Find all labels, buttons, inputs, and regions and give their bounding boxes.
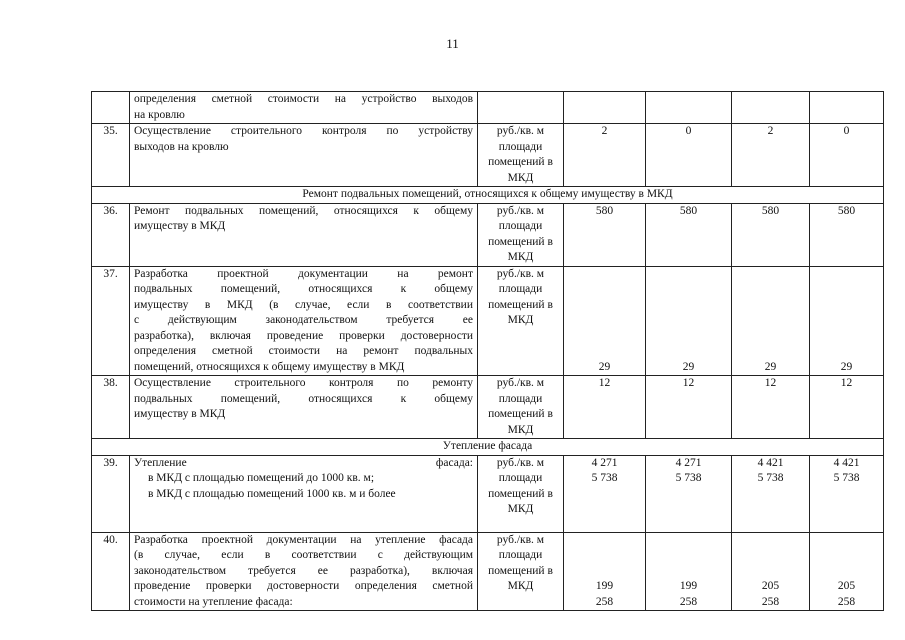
- description-line: разработка), включая проведение проверки достоверности: [134, 329, 473, 342]
- value-cell: 4 271 5 738: [564, 455, 646, 532]
- unit-cell: руб./кв. м площади помещений в МКД: [478, 532, 564, 611]
- description-line: Осуществление строительного контроля по ремонту: [134, 377, 473, 389]
- table-row: [92, 532, 884, 611]
- table-row: [92, 266, 884, 376]
- table-row: [92, 124, 884, 187]
- description-line: подвальных помещений, относящихся к общему: [134, 283, 473, 295]
- item-description: [130, 124, 478, 187]
- description-line: Осуществление строительного контроля по устройству: [134, 125, 473, 137]
- value-cell: [732, 92, 810, 124]
- section-row: [92, 439, 884, 456]
- value-cell: 12: [810, 376, 884, 439]
- description-line: Разработка проектной документации на ремонт: [134, 267, 473, 280]
- value-cell: 199 258: [646, 532, 732, 611]
- section-row: [92, 187, 884, 204]
- value-cell: 580: [810, 203, 884, 266]
- item-number: [92, 92, 130, 124]
- item-description: [130, 266, 478, 376]
- section-title: Утепление фасада: [92, 439, 884, 456]
- value-cell: [810, 92, 884, 124]
- value-cell: 580: [732, 203, 810, 266]
- value-cell: 12: [732, 376, 810, 439]
- description-line: помещений, относящихся к общему имуществу в МКД: [134, 360, 405, 373]
- table-row: [92, 92, 884, 124]
- item-number: 38.: [92, 376, 130, 439]
- value-cell: [564, 92, 646, 124]
- description-line: имуществу в МКД (в случае, если в соответствии: [134, 298, 473, 311]
- value-cell: 2: [564, 124, 646, 187]
- value-cell: 29: [564, 266, 646, 376]
- description-line: (в случае, если в соответствии с действующим: [134, 549, 473, 561]
- value-cell: 580: [646, 203, 732, 266]
- unit-cell: руб./кв. м площади помещений в МКД: [478, 124, 564, 187]
- description-line: выходов на кровлю: [134, 140, 229, 153]
- value-cell: 29: [732, 266, 810, 376]
- value-cell: 0: [810, 124, 884, 187]
- description-line: определения сметной стоимости на устройство выходов: [134, 93, 473, 105]
- table-row: [92, 376, 884, 439]
- value-cell: 4 421 5 738: [810, 455, 884, 532]
- unit-cell: руб./кв. м площади помещений в МКД: [478, 376, 564, 439]
- value-cell: 199 258: [564, 532, 646, 611]
- value-cell: 29: [646, 266, 732, 376]
- unit-cell: руб./кв. м площади помещений в МКД: [478, 266, 564, 376]
- item-number: 36.: [92, 203, 130, 266]
- description-line: подвальных помещений, относящихся к общему: [134, 392, 473, 405]
- description-line: определения сметной стоимости на ремонт подвальных: [134, 345, 473, 357]
- description-line: в МКД с площадью помещений 1000 кв. м и более: [148, 487, 396, 500]
- unit-cell: [478, 92, 564, 124]
- item-description: [130, 376, 478, 439]
- description-line: с действующим законодательством требуется ее: [134, 314, 473, 326]
- description-line: Утепление фасада:: [134, 456, 473, 469]
- table-row: [92, 455, 884, 532]
- value-cell: 580: [564, 203, 646, 266]
- value-cell: 205 258: [732, 532, 810, 611]
- item-description: [130, 92, 478, 124]
- description-line: на кровлю: [134, 108, 185, 121]
- table-body: [92, 92, 884, 611]
- norms-table: [91, 91, 884, 611]
- description-line: имуществу в МКД: [134, 220, 226, 232]
- table-row: [92, 203, 884, 266]
- item-description: [130, 203, 478, 266]
- value-cell: 2: [732, 124, 810, 187]
- page-number: 11: [446, 36, 459, 51]
- description-line: законодательством требуется ее разработка), включая: [134, 564, 473, 577]
- value-cell: 4 421 5 738: [732, 455, 810, 532]
- description-line: Ремонт подвальных помещений, относящихся к общему: [134, 204, 473, 217]
- value-cell: 205 258: [810, 532, 884, 611]
- item-number: 37.: [92, 266, 130, 376]
- item-number: 39.: [92, 455, 130, 532]
- section-title: Ремонт подвальных помещений, относящихся к общему имуществу в МКД: [92, 187, 884, 204]
- description-line: в МКД с площадью помещений до 1000 кв. м;: [148, 472, 375, 484]
- item-number: 40.: [92, 532, 130, 611]
- item-number: 35.: [92, 124, 130, 187]
- description-line: проведение проверки достоверности определения сметной: [134, 580, 473, 592]
- value-cell: 12: [646, 376, 732, 439]
- unit-cell: руб./кв. м площади помещений в МКД: [478, 203, 564, 266]
- description-line: стоимости на утепление фасада:: [134, 595, 293, 608]
- description-line: Разработка проектной документации на утепление фасада: [134, 533, 473, 546]
- unit-cell: руб./кв. м площади помещений в МКД: [478, 455, 564, 532]
- value-cell: 12: [564, 376, 646, 439]
- description-line: имуществу в МКД: [134, 408, 226, 420]
- item-description: [130, 532, 478, 611]
- item-description: [130, 455, 478, 532]
- value-cell: 4 271 5 738: [646, 455, 732, 532]
- value-cell: 0: [646, 124, 732, 187]
- value-cell: 29: [810, 266, 884, 376]
- value-cell: [646, 92, 732, 124]
